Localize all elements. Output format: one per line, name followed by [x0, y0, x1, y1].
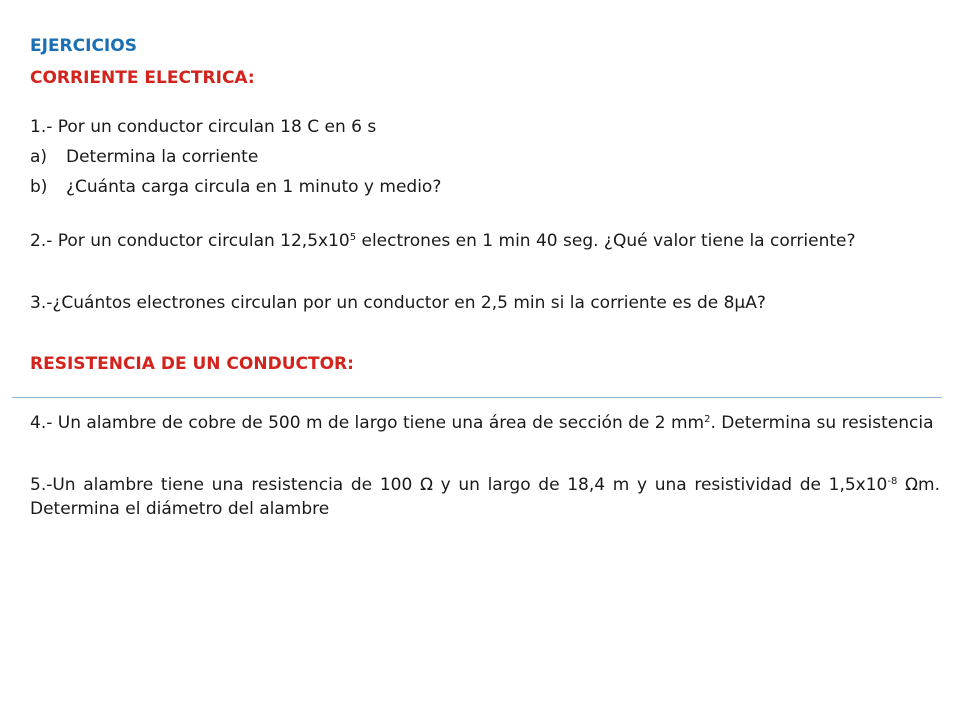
question-1-part-a: [30, 145, 940, 169]
question-1-text: 1.- Por un conductor circulan 18 C en 6 s: [30, 117, 377, 137]
question-3: 3.-¿Cuántos electrones circulan por un conductor en 2,5 min si la corriente es de 8μA?: [30, 293, 766, 313]
question-2-text-post: electrones en 1 min 40 seg. ¿Qué valor tiene la corriente?: [356, 231, 856, 251]
part-text: Determina la corriente: [66, 147, 259, 167]
page-title: EJERCICIOS: [30, 36, 137, 56]
exercise-sheet: [30, 31, 940, 521]
section-heading-resistance: RESISTENCIA DE UN CONDUCTOR:: [30, 354, 354, 374]
question-5-text-post: Ωm. Determina el diámetro del alambre: [30, 475, 940, 519]
part-label: b): [30, 177, 48, 197]
question-2: [30, 229, 940, 253]
exponent: 5: [349, 232, 357, 243]
question-1: [30, 115, 940, 199]
question-4: [30, 411, 940, 435]
question-2-text-pre: 2.- Por un conductor circulan 12,5x10: [30, 231, 350, 251]
part-label: a): [30, 147, 48, 167]
exponent: 2: [704, 414, 711, 425]
question-1-part-b: [30, 175, 940, 199]
part-text: ¿Cuánta carga circula en 1 minuto y medio?: [66, 177, 442, 197]
exponent: -8: [887, 476, 898, 487]
section-heading-current: CORRIENTE ELECTRICA:: [30, 68, 255, 88]
question-4-text-pre: 4.- Un alambre de cobre de 500 m de largo tiene una área de sección de 2 mm: [30, 413, 705, 433]
question-5: [30, 473, 940, 521]
question-4-text-post: . Determina su resistencia: [710, 413, 934, 433]
section-divider: [12, 397, 942, 398]
question-5-text-pre: 5.-Un alambre tiene una resistencia de 100 Ω y un largo de 18,4 m y una resistividad de 1,5x10: [30, 475, 888, 495]
